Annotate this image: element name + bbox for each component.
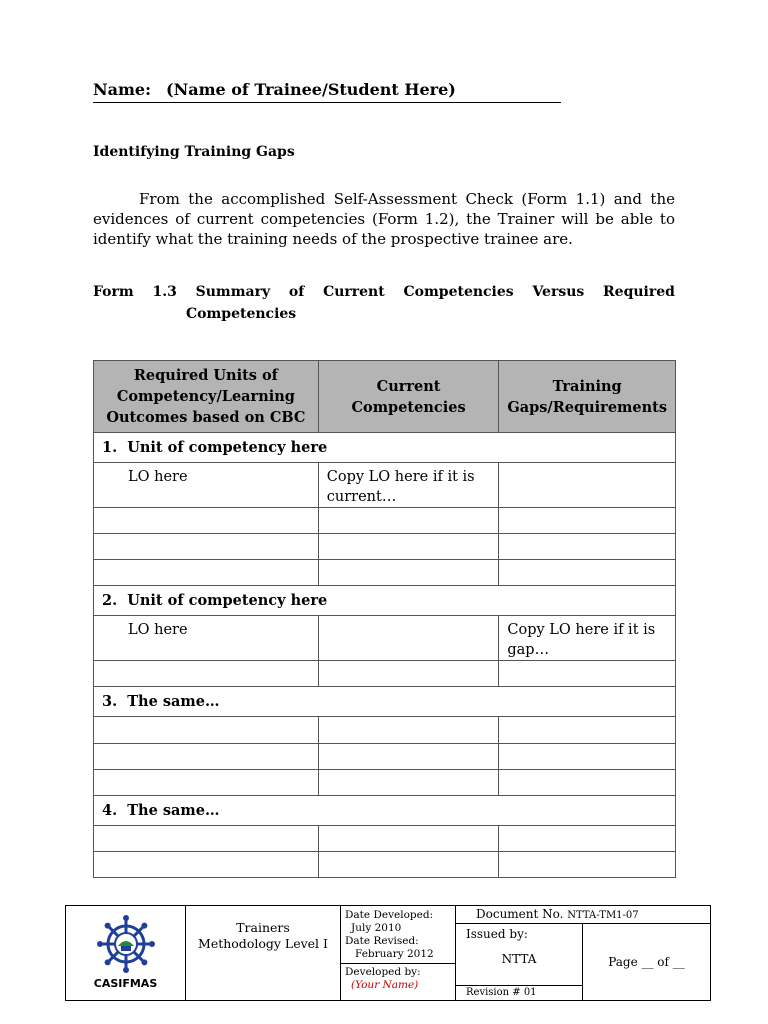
gap-cell[interactable] xyxy=(499,770,676,796)
developed-by: (Your Name) xyxy=(351,979,419,991)
competency-table xyxy=(93,360,676,878)
lo-cell[interactable]: LO here xyxy=(94,463,319,508)
current-cell[interactable]: Copy LO here if it is current… xyxy=(318,463,499,508)
current-cell[interactable] xyxy=(318,826,499,852)
header-required-units: Required Units of Competency/Learning Outcomes based on CBC xyxy=(94,361,319,433)
revision-cell xyxy=(456,986,583,1001)
current-cell[interactable] xyxy=(318,744,499,770)
current-cell[interactable] xyxy=(318,717,499,744)
revision: Revision # 01 xyxy=(466,987,537,998)
course-title-line1: Trainers xyxy=(236,920,290,935)
lo-cell[interactable] xyxy=(94,560,319,586)
unit-row xyxy=(94,796,676,826)
current-cell[interactable] xyxy=(318,852,499,878)
gap-cell[interactable] xyxy=(499,661,676,687)
form-title-word: 1.3 xyxy=(152,284,177,300)
developed-by-label: Developed by: xyxy=(345,966,421,978)
gap-cell[interactable] xyxy=(499,508,676,534)
table-row xyxy=(94,826,676,852)
table-header-row xyxy=(94,361,676,433)
gap-cell[interactable] xyxy=(499,826,676,852)
current-cell[interactable] xyxy=(318,560,499,586)
current-cell[interactable] xyxy=(318,770,499,796)
current-cell[interactable] xyxy=(318,534,499,560)
date-developed-label: Date Developed: xyxy=(345,909,434,921)
form-title-word: Summary xyxy=(195,284,271,300)
table-row xyxy=(94,717,676,744)
issued-by: NTTA xyxy=(501,952,537,966)
document-no: NTTA-TM1-07 xyxy=(567,910,639,921)
lo-cell[interactable] xyxy=(94,661,319,687)
course-title xyxy=(186,906,341,1001)
lo-cell[interactable] xyxy=(94,534,319,560)
lo-cell[interactable] xyxy=(94,770,319,796)
form-title-word: Current xyxy=(323,284,385,300)
lo-cell[interactable] xyxy=(94,744,319,770)
form-title-word: Versus xyxy=(532,284,585,300)
unit-title: 2. Unit of competency here xyxy=(94,586,676,616)
page-number: Page __ of __ xyxy=(608,955,685,969)
table-row xyxy=(94,616,676,661)
ship-wheel-logo-icon xyxy=(94,914,158,978)
table-row xyxy=(94,534,676,560)
form-title-word: Form xyxy=(93,284,134,300)
document-number-cell xyxy=(456,906,711,924)
lo-cell[interactable] xyxy=(94,826,319,852)
issued-by-cell xyxy=(456,924,583,986)
lo-cell[interactable] xyxy=(94,717,319,744)
gap-cell[interactable] xyxy=(499,463,676,508)
name-value[interactable]: (Name of Trainee/Student Here) xyxy=(166,80,456,99)
table-row xyxy=(94,770,676,796)
lo-cell[interactable]: LO here xyxy=(94,616,319,661)
developer-cell xyxy=(341,964,456,1001)
issued-by-label: Issued by: xyxy=(466,927,528,941)
header-training-gaps: Training Gaps/Requirements xyxy=(499,361,676,433)
form-title xyxy=(93,284,675,300)
form-title-word: Required xyxy=(603,284,675,300)
date-revised: February 2012 xyxy=(355,948,434,960)
lo-cell[interactable] xyxy=(94,508,319,534)
org-name: CASIFMAS xyxy=(93,977,158,990)
form-title-continuation: Competencies xyxy=(186,306,297,322)
current-cell[interactable] xyxy=(318,616,499,661)
section-heading: Identifying Training Gaps xyxy=(93,144,295,160)
name-label: Name: xyxy=(93,80,152,99)
gap-cell[interactable]: Copy LO here if it is gap… xyxy=(499,616,676,661)
gap-cell[interactable] xyxy=(499,534,676,560)
lo-cell[interactable] xyxy=(94,852,319,878)
table-row xyxy=(94,852,676,878)
logo-cell xyxy=(66,906,186,1001)
table-row xyxy=(94,508,676,534)
intro-paragraph: From the accomplished Self-Assessment Check (Form 1.1) and the evidences of current competencies (Form 1.2), the Trainer will be able to identify what the training needs of the prospective trainee are. xyxy=(93,190,675,248)
gap-cell[interactable] xyxy=(499,744,676,770)
page-cell xyxy=(583,924,711,1001)
unit-title: 4. The same… xyxy=(94,796,676,826)
gap-cell[interactable] xyxy=(499,852,676,878)
current-cell[interactable] xyxy=(318,661,499,687)
gap-cell[interactable] xyxy=(499,560,676,586)
form-title-word: of xyxy=(288,284,305,300)
unit-row xyxy=(94,687,676,717)
gap-cell[interactable] xyxy=(499,717,676,744)
course-title-line2: Methodology Level I xyxy=(198,936,328,951)
form-title-word: Competencies xyxy=(403,284,514,300)
unit-title: 3. The same… xyxy=(94,687,676,717)
table-row xyxy=(94,661,676,687)
date-developed: July 2010 xyxy=(351,922,402,934)
unit-title: 1. Unit of competency here xyxy=(94,433,676,463)
date-revised-label: Date Revised: xyxy=(345,935,419,947)
header-current-competencies: Current Competencies xyxy=(318,361,499,433)
unit-row xyxy=(94,586,676,616)
unit-row xyxy=(94,433,676,463)
table-row xyxy=(94,463,676,508)
table-row xyxy=(94,560,676,586)
table-row xyxy=(94,744,676,770)
current-cell[interactable] xyxy=(318,508,499,534)
document-footer xyxy=(65,905,711,1001)
dates-cell xyxy=(341,906,456,964)
document-no-label: Document No. xyxy=(476,907,564,921)
